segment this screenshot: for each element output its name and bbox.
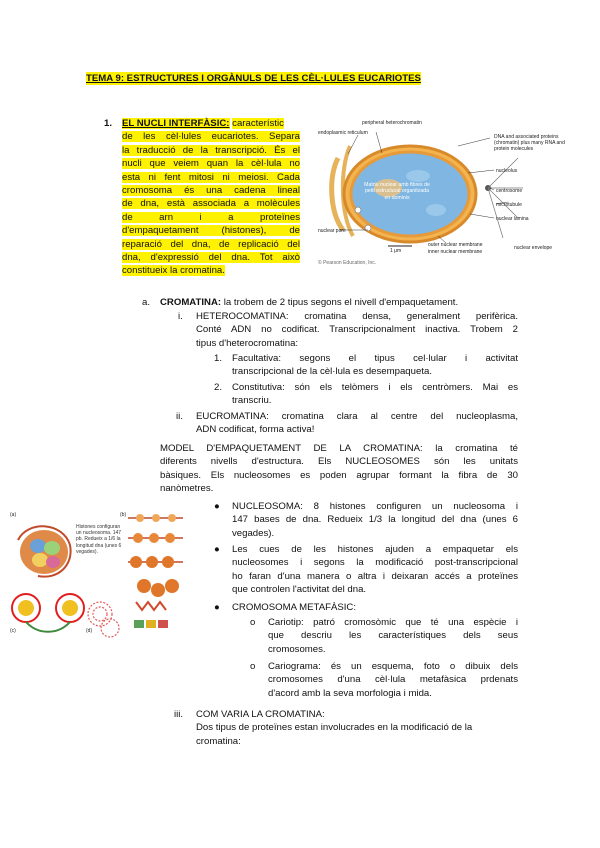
chromatin-domain-shape [406,170,430,182]
label-dna-assoc: DNA and associated proteins (chromatin) plus many RNA and protein molecules [494,134,565,152]
numbered-1-marker: 1. [214,353,223,364]
bead-steps [128,514,183,628]
label-centrosome: centrosome [496,188,523,194]
label-nucleolus: nucleolus [496,168,518,174]
chromatin-coil-shape [88,602,119,637]
numbered-2-text: Constitutiva: són els telòmers i els centròmers. Mai es transcriu. [232,382,518,407]
sub-bullet-circle: o [250,617,256,628]
bullet-dot: ● [214,501,220,512]
bullet-1-text: NUCLEOSOMA: 8 histones configuren un nucleosoma i 147 bases de dna. Redueix 1/3 la longitud del dna (unes 6 vegades). [232,501,518,539]
label-scale: 1 μm [390,248,402,254]
label-inner-membrane: inner nuclear membrane [428,249,483,255]
section-1-paragraph: EL NUCLI INTERFÀSIC: característic de les cèl·lules eucariotes. Separa la traducció de la transcripció. És el nucli que veiem quan la cèl·lula no esta ni fent mitosi ni meiosi. Cada cromosoma és una cadena lineal de dna, està associada a molècules de arn i a proteïnes d'empaquetament (histones), de reparació del dna, de replicació del dna, d'expressió del dna. Tot això constitueix la cromatina. [122,118,300,277]
roman-i-marker: i. [178,311,183,322]
label-nuclear-pore: nuclear pore [318,228,346,234]
histone-shape [44,541,60,555]
section-1-heading: EL NUCLI INTERFÀSIC: [122,118,230,129]
roman-ii-paragraph: EUCROMATINA: cromatina clara al centre del nucleoplasma, ADN codificat, forma activa! [196,411,518,436]
label-nuclear-lamina: nuclear lamina [496,216,529,222]
label-endoplasmic-reticulum: endoplasmic reticulum [318,130,368,136]
page-title: TEMA 9: ESTRUCTURES I ORGÀNULS DE LES CÈL·LULES EUCARIOTES [86,73,421,84]
label-peripheral-heterochromatin: peripheral heterochromatin [362,120,422,126]
label-b: (b) [120,512,127,518]
label-c: (c) [10,628,16,634]
model-paragraph: MODEL D'EMPAQUETAMENT DE LA CROMATINA: la cromatina té diferents nivells d'estructura. Els NUCLEOSOMES són les unitats bàsiques. Els nucleosomes es poden agrupar formant la fibra de 30 nanòmetres. [160,443,518,495]
label-credit: © Pearson Education, Inc. [318,260,377,266]
nucleus-diagram [318,118,580,270]
roman-ii-marker: ii. [176,411,183,422]
sub-bullet-circle: o [250,661,256,672]
histone-shape [30,539,46,553]
label-d: (d) [86,628,93,634]
label-a: (a) [10,512,17,518]
sub-bullet-2-text: Cariograma: és un esquema, foto o dibuix dels cromosomes d'una cèl·lula metafàsica prdenats d'acord amb la seva morfologia i mida. [268,661,518,699]
histone-shape [46,556,60,568]
sub-bullet-1-text: Cariotip: patró cromosòmic que té una espècie i que descriu les característiques dels seus cromosomes. [268,617,518,655]
label-nuclear-envelope: nuclear envelope [514,245,553,251]
sub-a-text: CROMATINA: la trobem de 2 tipus segons el nivell d'empaquetament. [160,297,459,308]
bullet-2-text: Les cues de les histones ajuden a empaquetar els nucleosomes i segons la modificació post-transcripcional ho faran d'una manera o altra i deixaran accés a proteïnes que controlen l'activitat del dna. [232,544,518,596]
bullet-3-text: CROMOSOMA METAFÀSIC: [232,602,357,613]
nucleosome-caption: Histones configuran un nucleosoma. 147 pb. Redueix a 1/6 la longitud dna (unes 6 vegades). [76,524,122,555]
sub-a-marker: a. [142,297,151,308]
roman-i-paragraph: HETEROCOMATINA: cromatina densa, generalment perifèrica. Conté ADN no codificat. Transcripcionalment inactiva. Trobem 2 tipus d'heterocromatina: [196,311,518,349]
nuclear-pore-shape [355,207,361,213]
chromatin-domain-shape [426,204,446,216]
roman-iii-marker: iii. [174,709,184,720]
histone-shape [32,553,48,567]
bullet-dot: ● [214,544,220,555]
section-1-number: 1. [104,118,113,129]
roman-iii-paragraph: COM VARIA LA CROMATINA: Dos tipus de proteïnes estan involucrades en la modificació de la cromatina: [196,709,473,747]
label-inner-text: Matriu nuclear amb fibres de petit estructural organitzada en dominis [364,182,430,201]
histone-core-shape [20,530,68,574]
nucleosome-cluster-shape [18,600,34,616]
numbered-2-marker: 2. [214,382,223,393]
numbered-1-text: Facultativa: segons el tipus cel·lular i activitat transcripcional de la cèl·lula es desempaqueta. [232,353,518,378]
nucleosome-cluster-shape [62,600,78,616]
bullet-dot: ● [214,602,220,613]
linker-dna-shape [26,622,70,632]
label-microtubule: microtubule [496,202,522,208]
label-outer-membrane: outer nuclear membrane [428,242,483,248]
nucleosome-figure [8,510,208,652]
